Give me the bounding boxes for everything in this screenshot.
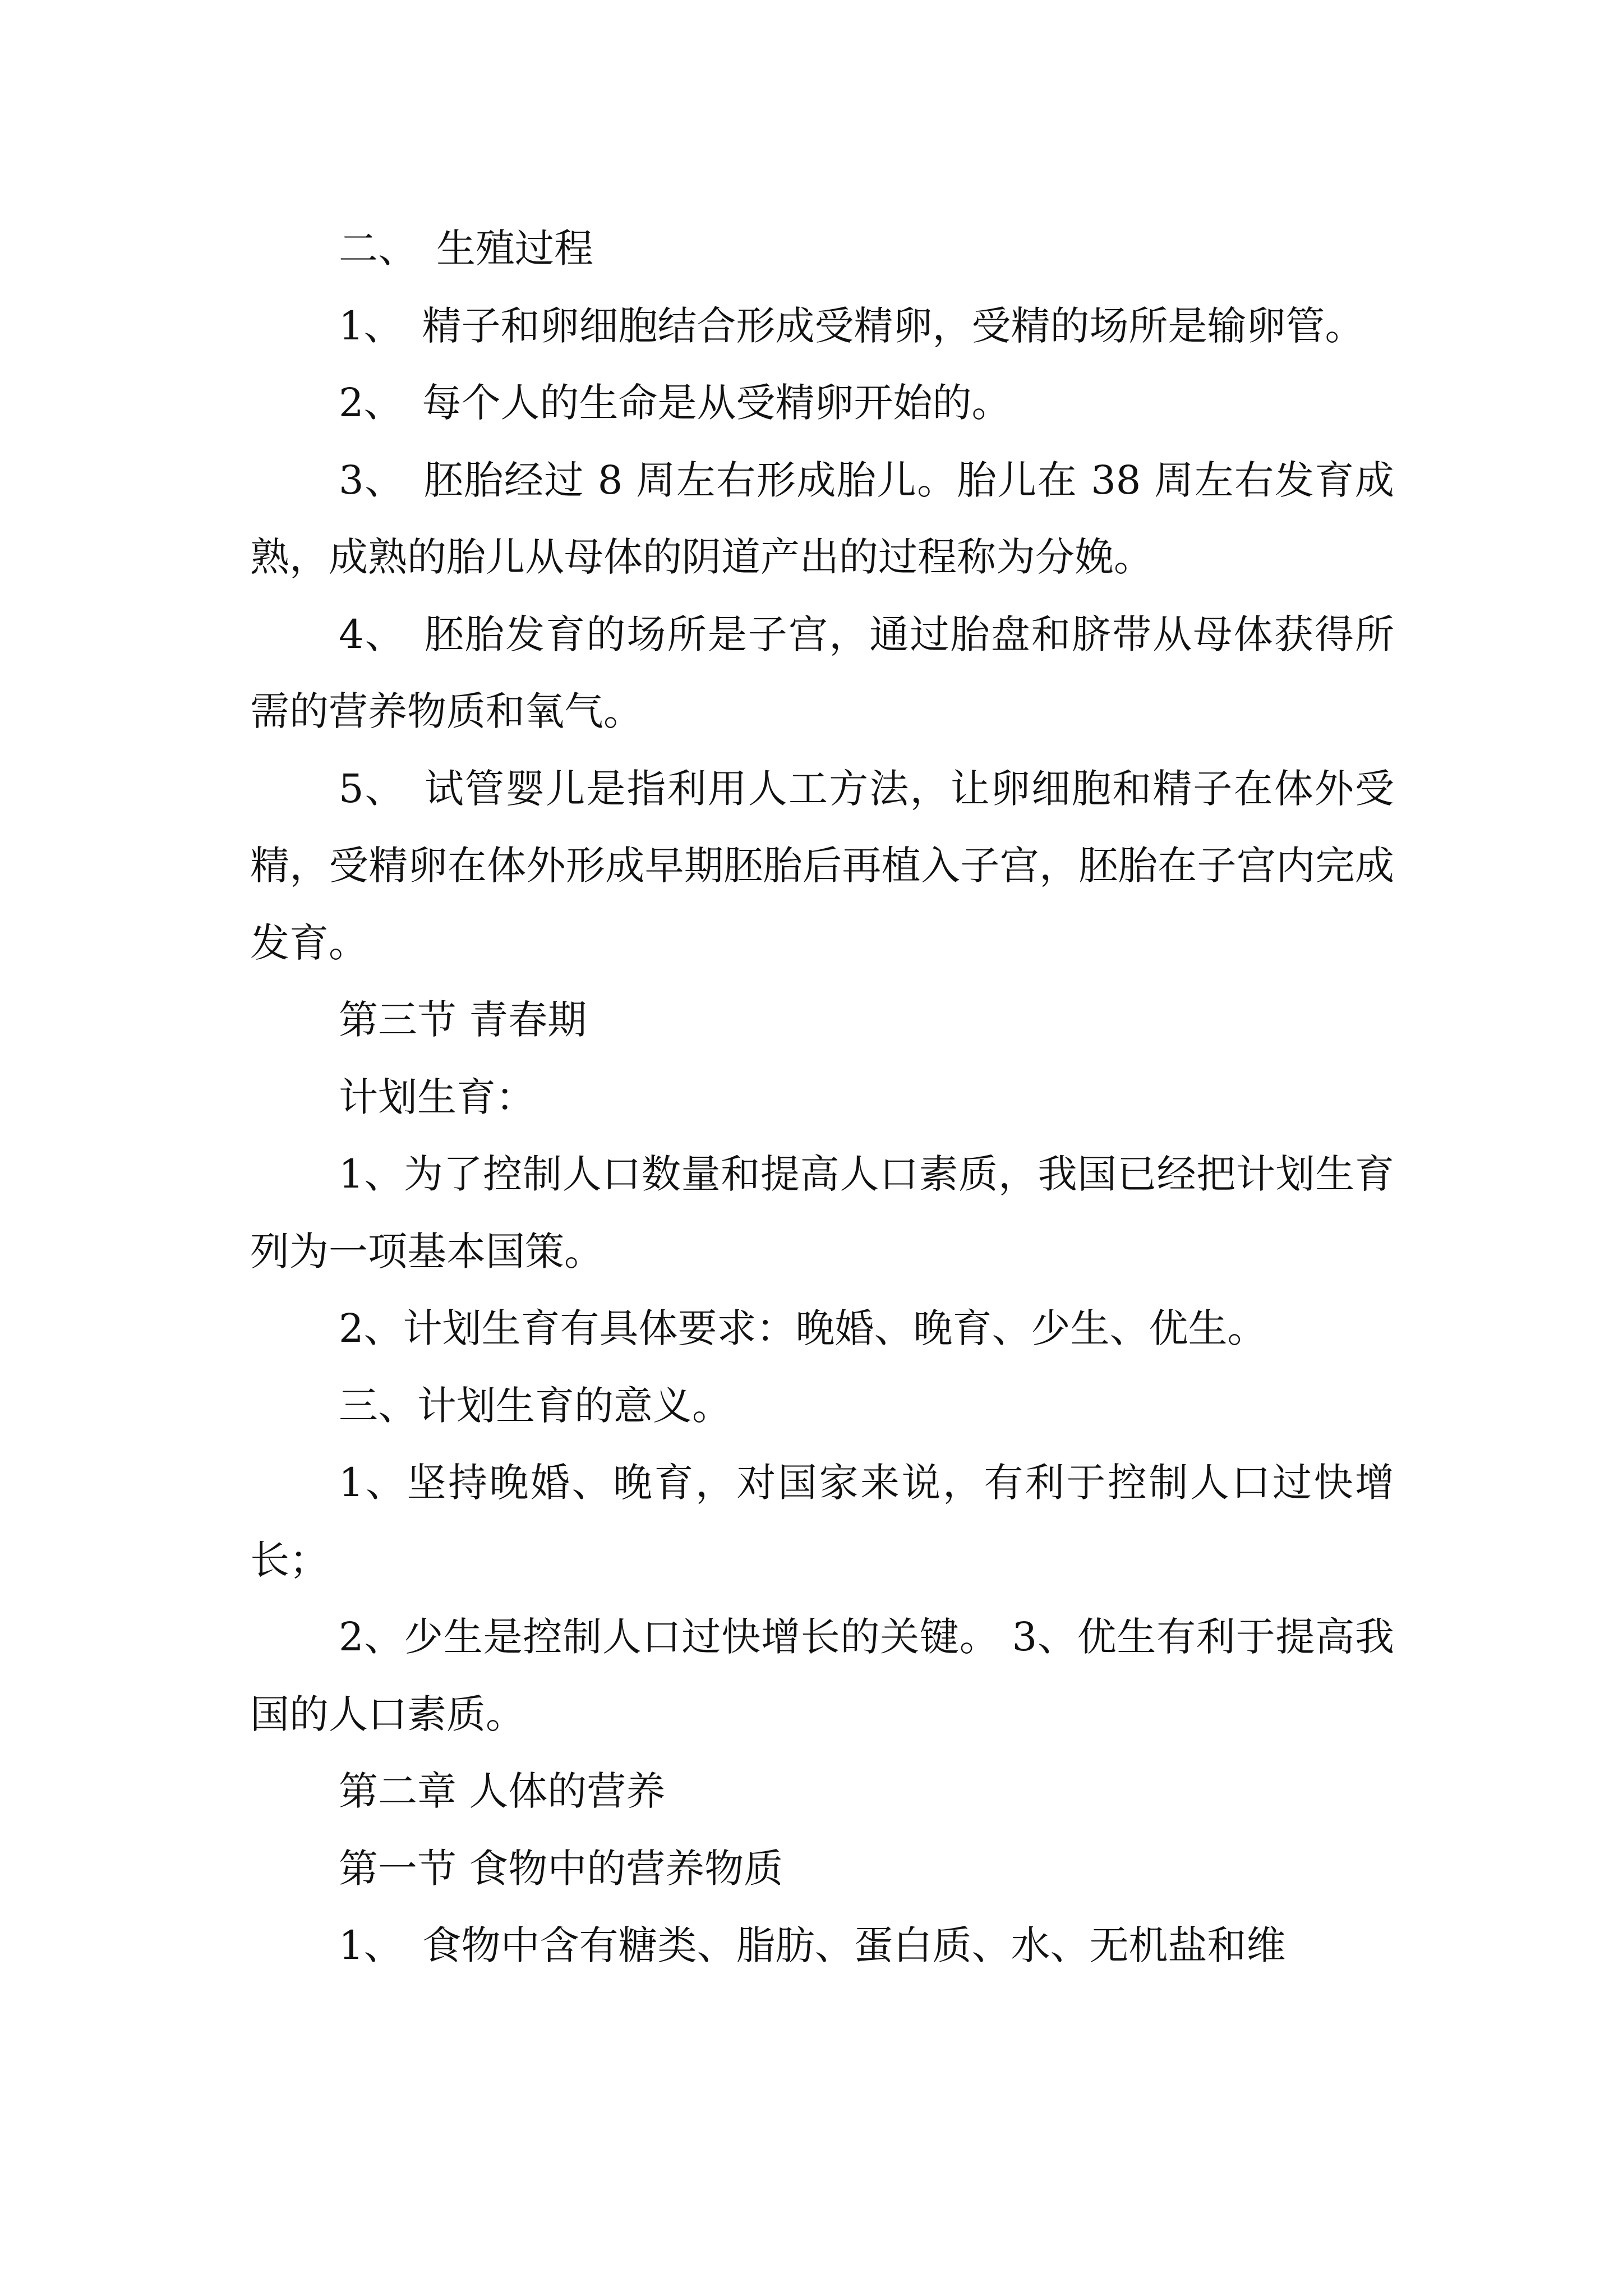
paragraph-text: 精子和卵细胞结合形成受精卵，受精的场所是输卵管。 (422, 302, 1364, 349)
subheading-family-planning (250, 1059, 1394, 1137)
paragraph-fertilization (250, 288, 1394, 365)
paragraph-text: 每个人的生命是从受精卵开始的。 (422, 380, 1011, 426)
list-number: 4、 (339, 611, 405, 657)
paragraph-text: 2、少生是控制人口过快增长的关键。 3、优生有利于提高我国的人口素质。 (250, 1614, 1394, 1737)
list-number: 3、 (339, 457, 405, 503)
paragraph-text: 胚胎经过 8 周左右形成胎儿。胎儿在 38 周左右发育成熟，成熟的胎儿从母体的阴道产出的过程称为分娩。 (250, 457, 1394, 580)
paragraph-text: 计划生育： (339, 1074, 535, 1120)
paragraph-text: 第二章 人体的营养 (339, 1768, 666, 1814)
section-heading-nutrients (250, 1830, 1394, 1908)
list-number: 1、 (339, 302, 403, 349)
paragraph-uterus (250, 596, 1394, 751)
paragraph-text: 1、坚持晚婚、晚育，对国家来说，有利于控制人口过快增长； (250, 1460, 1394, 1583)
list-number: 1、 (339, 1922, 403, 1968)
paragraph-text: 生殖过程 (436, 226, 593, 272)
paragraph-embryo-development (250, 442, 1394, 596)
paragraph-text: 试管婴儿是指利用人工方法，让卵细胞和精子在体外受精，受精卵在体外形成早期胚胎后再植入子宫，胚胎在子宫内完成发育。 (250, 765, 1394, 966)
paragraph-fewer-births (250, 1599, 1394, 1753)
subheading-significance (250, 1368, 1394, 1445)
paragraph-text: 第三节 青春期 (339, 997, 587, 1043)
paragraph-heading-reproduction-process (250, 210, 1394, 288)
paragraph-national-policy (250, 1136, 1394, 1290)
paragraph-text: 2、计划生育有具体要求：晚婚、晚育、少生、优生。 (339, 1305, 1267, 1351)
paragraph-late-marriage (250, 1444, 1394, 1599)
chapter-heading-nutrition (250, 1753, 1394, 1830)
paragraph-text: 1、为了控制人口数量和提高人口素质，我国已经把计划生育列为一项基本国策。 (250, 1151, 1394, 1274)
paragraph-requirements (250, 1290, 1394, 1368)
paragraph-food-contents (250, 1907, 1394, 1985)
list-number: 5、 (339, 765, 405, 812)
paragraph-text: 第一节 食物中的营养物质 (339, 1845, 783, 1892)
paragraph-text: 食物中含有糖类、脂肪、蛋白质、水、无机盐和维 (422, 1922, 1286, 1968)
paragraph-text: 三、计划生育的意义。 (339, 1382, 731, 1429)
list-number: 2、 (339, 380, 403, 426)
paragraph-life-begins (250, 365, 1394, 442)
section-heading-puberty (250, 982, 1394, 1059)
list-number: 二、 (339, 226, 417, 272)
paragraph-text: 胚胎发育的场所是子宫，通过胎盘和脐带从母体获得所需的营养物质和氧气。 (250, 611, 1394, 734)
paragraph-ivf (250, 751, 1394, 982)
document-page (250, 210, 1394, 1985)
